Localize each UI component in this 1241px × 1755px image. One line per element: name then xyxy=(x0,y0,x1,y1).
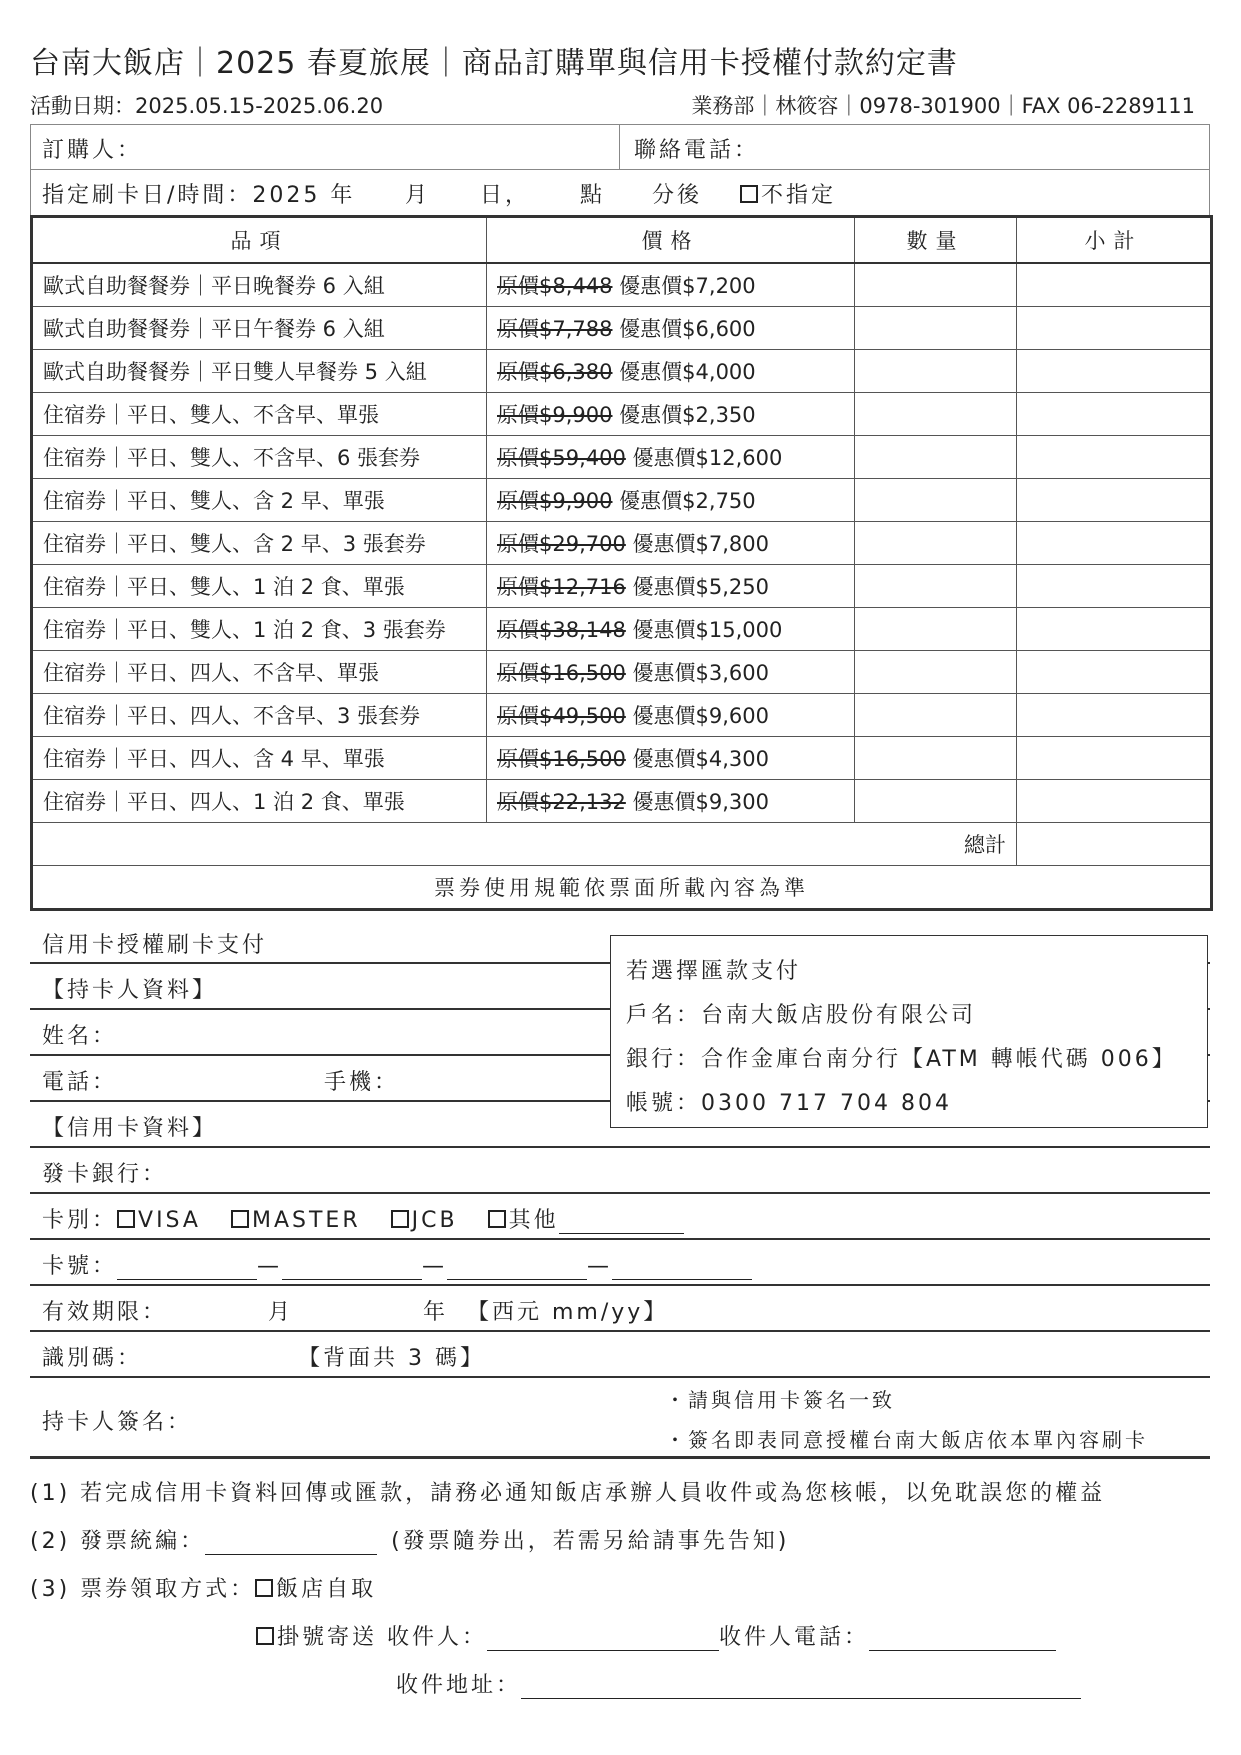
contact-info: 業務部｜林筱容｜0978-301900｜FAX 06-2289111 xyxy=(691,94,1195,118)
sale-price: 優惠價$12,600 xyxy=(632,446,783,470)
mobile-label: 手機： xyxy=(324,1070,400,1095)
subtotal-cell[interactable] xyxy=(1017,479,1212,522)
transfer-box xyxy=(610,935,1208,1128)
original-price: 原價$16,500 xyxy=(497,747,626,771)
checkbox-icon xyxy=(740,185,758,203)
name-label: 姓名： xyxy=(42,1024,118,1049)
other-input[interactable] xyxy=(559,1233,684,1234)
items-table xyxy=(30,215,1213,911)
sale-price: 優惠價$5,250 xyxy=(632,575,770,599)
subtotal-cell[interactable] xyxy=(1017,608,1212,651)
quantity-cell[interactable] xyxy=(855,737,1017,780)
quantity-cell[interactable] xyxy=(855,694,1017,737)
original-price: 原價$6,380 xyxy=(497,360,613,384)
item-name: 住宿券｜平日、雙人、含 2 早、3 張套券 xyxy=(32,522,487,565)
recipient-label: 收件人： xyxy=(387,1625,488,1650)
table-row xyxy=(32,263,1212,307)
transfer-account-number: 帳號：0300 717 704 804 xyxy=(626,1091,952,1116)
swipe-date-label: 指定刷卡日/時間：2025 年 xyxy=(42,183,356,208)
no-preference-checkbox[interactable] xyxy=(740,178,836,209)
day-label: 日， xyxy=(480,183,531,208)
item-price xyxy=(487,522,855,565)
item-price xyxy=(487,780,855,823)
transfer-account-name: 戶名：台南大飯店股份有限公司 xyxy=(626,1003,977,1028)
original-price: 原價$12,716 xyxy=(497,575,626,599)
original-price: 原價$29,700 xyxy=(497,532,626,556)
signature-note-1: ・請與信用卡簽名一致 xyxy=(665,1388,895,1412)
cvv-hint: 【背面共 3 碼】 xyxy=(298,1346,485,1371)
mail-option[interactable]: 掛號寄送 xyxy=(256,1625,377,1650)
no-preference-label: 不指定 xyxy=(761,183,837,208)
item-name: 住宿券｜平日、四人、不含早、單張 xyxy=(32,651,487,694)
jcb-option[interactable]: JCB xyxy=(391,1208,458,1233)
item-price xyxy=(487,694,855,737)
pickup-option[interactable]: 飯店自取 xyxy=(255,1577,376,1602)
card-number-part3[interactable] xyxy=(447,1279,587,1280)
subtotal-cell[interactable] xyxy=(1017,307,1212,350)
item-price xyxy=(487,350,855,393)
sale-price: 優惠價$4,300 xyxy=(632,747,770,771)
quantity-cell[interactable] xyxy=(855,780,1017,823)
sale-price: 優惠價$9,300 xyxy=(632,790,770,814)
bank-label: 發卡銀行： xyxy=(42,1162,168,1187)
checkbox-icon xyxy=(256,1627,274,1645)
expiry-label: 有效期限： xyxy=(42,1300,168,1325)
item-name: 歐式自助餐餐券｜平日午餐券 6 入組 xyxy=(32,307,487,350)
table-row xyxy=(32,780,1212,823)
total-label: 總計 xyxy=(32,823,1017,866)
recipient-input[interactable] xyxy=(487,1626,719,1651)
table-row xyxy=(32,350,1212,393)
subtotal-cell[interactable] xyxy=(1017,565,1212,608)
recipient-phone-input[interactable] xyxy=(869,1626,1056,1651)
item-name: 歐式自助餐餐券｜平日雙人早餐券 5 入組 xyxy=(32,350,487,393)
subtotal-cell[interactable] xyxy=(1017,436,1212,479)
header-price: 價格 xyxy=(487,217,855,264)
page-title: 台南大飯店｜2025 春夏旅展｜商品訂購單與信用卡授權付款約定書 xyxy=(30,46,958,81)
sale-price: 優惠價$6,600 xyxy=(619,317,756,341)
quantity-cell[interactable] xyxy=(855,565,1017,608)
checkbox-icon xyxy=(488,1210,506,1228)
sale-price: 優惠價$2,350 xyxy=(619,403,756,427)
address-input[interactable] xyxy=(521,1674,1081,1699)
item-price xyxy=(487,608,855,651)
card-number-part1[interactable] xyxy=(117,1279,257,1280)
other-option[interactable]: 其他 xyxy=(488,1208,559,1233)
item-price xyxy=(487,737,855,780)
table-row xyxy=(32,694,1212,737)
expiry-month: 月 xyxy=(268,1300,294,1325)
quantity-cell[interactable] xyxy=(855,479,1017,522)
header-subtotal: 小計 xyxy=(1017,217,1212,264)
holder-section: 【持卡人資料】 xyxy=(42,978,218,1003)
original-price: 原價$49,500 xyxy=(497,704,626,728)
original-price: 原價$16,500 xyxy=(497,661,626,685)
signature-note-2: ・簽名即表同意授權台南大飯店依本單內容刷卡 xyxy=(665,1428,1148,1452)
note-3 xyxy=(30,1572,376,1603)
checkbox-icon xyxy=(231,1210,249,1228)
item-price xyxy=(487,263,855,307)
item-name: 住宿券｜平日、雙人、1 泊 2 食、單張 xyxy=(32,565,487,608)
note-2 xyxy=(30,1524,789,1555)
note-1: (1) 若完成信用卡資料回傳或匯款，請務必通知飯店承辦人員收件或為您核帳，以免耽誤您的權益 xyxy=(30,1481,1106,1506)
item-name: 住宿券｜平日、雙人、1 泊 2 食、3 張套券 xyxy=(32,608,487,651)
subtotal-cell[interactable] xyxy=(1017,651,1212,694)
item-price xyxy=(487,307,855,350)
transfer-title: 若選擇匯款支付 xyxy=(626,959,802,984)
credit-section-title: 信用卡授權刷卡支付 xyxy=(42,933,268,958)
invoice-hint: (發票隨券出，若需另給請事先告知) xyxy=(391,1529,790,1554)
card-number-part2[interactable] xyxy=(282,1279,422,1280)
table-row xyxy=(32,522,1212,565)
table-row xyxy=(32,737,1212,780)
original-price: 原價$7,788 xyxy=(497,317,613,341)
sale-price: 優惠價$3,600 xyxy=(632,661,770,685)
original-price: 原價$38,148 xyxy=(497,618,626,642)
item-name: 住宿券｜平日、雙人、不含早、6 張套券 xyxy=(32,436,487,479)
item-name: 住宿券｜平日、四人、含 4 早、單張 xyxy=(32,737,487,780)
visa-option[interactable]: VISA xyxy=(117,1208,201,1233)
item-price xyxy=(487,479,855,522)
item-name: 歐式自助餐餐券｜平日晚餐券 6 入組 xyxy=(32,263,487,307)
mail-row xyxy=(256,1620,1056,1651)
header-item: 品項 xyxy=(32,217,487,264)
table-row xyxy=(32,651,1212,694)
table-row xyxy=(32,479,1212,522)
original-price: 原價$59,400 xyxy=(497,446,626,470)
item-price xyxy=(487,651,855,694)
expiry-year: 年 xyxy=(423,1300,449,1325)
master-option[interactable]: MASTER xyxy=(231,1208,361,1233)
sale-price: 優惠價$7,800 xyxy=(632,532,770,556)
item-name: 住宿券｜平日、雙人、含 2 早、單張 xyxy=(32,479,487,522)
card-section: 【信用卡資料】 xyxy=(42,1116,218,1141)
subtotal-cell[interactable] xyxy=(1017,263,1212,307)
subtotal-cell[interactable] xyxy=(1017,780,1212,823)
holder-phone-label: 電話： xyxy=(42,1070,118,1095)
card-type-row xyxy=(42,1203,684,1234)
header-qty: 數量 xyxy=(855,217,1017,264)
quantity-cell[interactable] xyxy=(855,350,1017,393)
subtotal-cell[interactable] xyxy=(1017,694,1212,737)
total-value[interactable] xyxy=(1017,823,1212,866)
invoice-number-input[interactable] xyxy=(205,1530,377,1555)
usage-note: 票券使用規範依票面所載內容為準 xyxy=(32,866,1212,910)
month-label: 月 xyxy=(405,183,431,208)
item-name: 住宿券｜平日、四人、1 泊 2 食、單張 xyxy=(32,780,487,823)
sale-price: 優惠價$7,200 xyxy=(619,274,756,298)
table-row xyxy=(32,608,1212,651)
invoice-label: (2) 發票統編： xyxy=(30,1529,206,1554)
item-price xyxy=(487,436,855,479)
transfer-bank: 銀行：合作金庫台南分行【ATM 轉帳代碼 006】 xyxy=(626,1047,1177,1072)
subtotal-cell[interactable] xyxy=(1017,737,1212,780)
item-name: 住宿券｜平日、雙人、不含早、單張 xyxy=(32,393,487,436)
original-price: 原價$9,900 xyxy=(497,403,613,427)
pickup-method-label: (3) 票券領取方式： xyxy=(30,1577,256,1602)
sale-price: 優惠價$4,000 xyxy=(619,360,756,384)
table-row xyxy=(32,393,1212,436)
table-row xyxy=(32,565,1212,608)
checkbox-icon xyxy=(255,1579,273,1597)
cvv-label: 識別碼： xyxy=(42,1346,143,1371)
hour-label: 點 xyxy=(580,183,606,208)
minute-label: 分後 xyxy=(652,183,703,208)
sale-price: 優惠價$2,750 xyxy=(619,489,756,513)
quantity-cell[interactable] xyxy=(855,263,1017,307)
expiry-format: 【西元 mm/yy】 xyxy=(467,1300,669,1325)
checkbox-icon xyxy=(117,1210,135,1228)
item-price xyxy=(487,565,855,608)
quantity-cell[interactable] xyxy=(855,436,1017,479)
item-price xyxy=(487,393,855,436)
card-number-label: 卡號： xyxy=(42,1254,118,1279)
table-row xyxy=(32,436,1212,479)
item-name: 住宿券｜平日、四人、不含早、3 張套券 xyxy=(32,694,487,737)
quantity-cell[interactable] xyxy=(855,393,1017,436)
event-date: 活動日期：2025.05.15-2025.06.20 xyxy=(30,94,384,118)
orderer-label: 訂購人： xyxy=(42,138,143,163)
phone-label: 聯絡電話： xyxy=(634,138,760,163)
subtotal-cell[interactable] xyxy=(1017,522,1212,565)
sale-price: 優惠價$9,600 xyxy=(632,704,770,728)
card-type-label: 卡別： xyxy=(42,1208,118,1233)
original-price: 原價$8,448 xyxy=(497,274,613,298)
sale-price: 優惠價$15,000 xyxy=(632,618,783,642)
original-price: 原價$22,132 xyxy=(497,790,626,814)
original-price: 原價$9,900 xyxy=(497,489,613,513)
subtotal-cell[interactable] xyxy=(1017,350,1212,393)
card-number-row: 卡號： — — — xyxy=(42,1249,752,1280)
address-row xyxy=(396,1668,1081,1699)
table-row xyxy=(32,307,1212,350)
subtotal-cell[interactable] xyxy=(1017,393,1212,436)
quantity-cell[interactable] xyxy=(855,522,1017,565)
address-label: 收件地址： xyxy=(396,1673,522,1698)
checkbox-icon xyxy=(391,1210,409,1228)
quantity-cell[interactable] xyxy=(855,307,1017,350)
quantity-cell[interactable] xyxy=(855,608,1017,651)
quantity-cell[interactable] xyxy=(855,651,1017,694)
recipient-phone-label: 收件人電話： xyxy=(719,1625,870,1650)
card-number-part4[interactable] xyxy=(612,1279,752,1280)
signature-label: 持卡人簽名： xyxy=(42,1410,193,1435)
